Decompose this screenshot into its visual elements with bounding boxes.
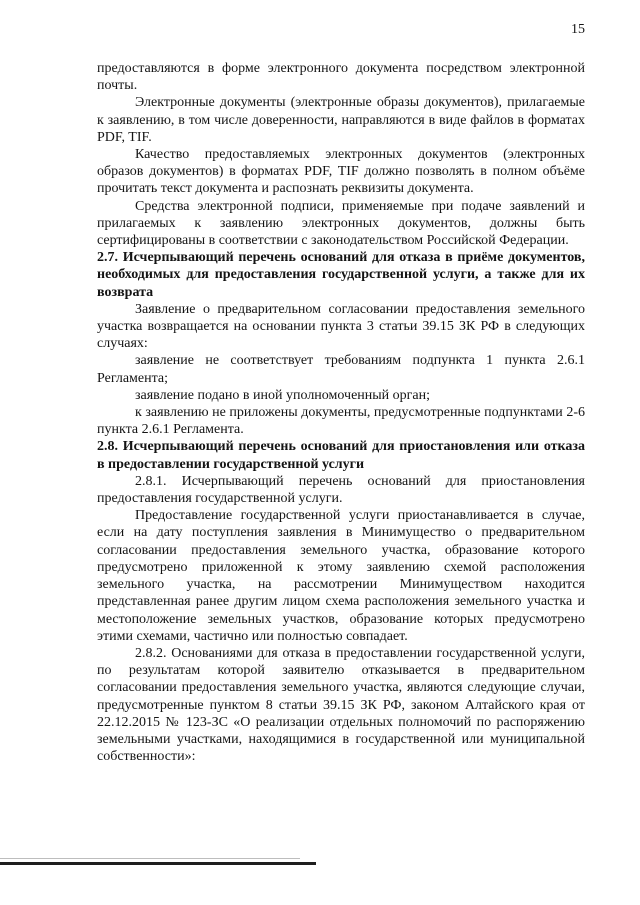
section-heading-2-7: 2.7. Исчерпывающий перечень оснований для отказа в приёме документов, необходимых для предоставления государственной услуги, а также для их возврата — [97, 250, 585, 300]
document-body — [97, 60, 585, 765]
scan-edge-line — [0, 858, 300, 859]
paragraph-continuation: предоставляются в форме электронного документа посредством электронной почты. — [97, 61, 585, 94]
paragraph-electronic-documents: Электронные документы (электронные образы документов), прилагаемые к заявлению, в том числе доверенности, направляются в виде файлов в форматах PDF, TIF. — [97, 95, 585, 145]
scan-bottom-rule — [0, 862, 316, 865]
section-heading-2-8: 2.8. Исчерпывающий перечень оснований для приостановления или отказа в предоставлении государственной услуги — [97, 439, 585, 472]
list-item-2-7-1: заявление не соответствует требованиям подпункта 1 пункта 2.6.1 Регламента; — [97, 353, 585, 386]
list-item-2-7-2: заявление подано в иной уполномоченный орган; — [135, 387, 431, 403]
paragraph-electronic-signature: Средства электронной подписи, применяемые при подаче заявлений и прилагаемых к заявлению электронных документов, должны быть сертифицированы в соответствии с законодательством Российской Федерации. — [97, 198, 585, 249]
paragraph-2-8-1: 2.8.1. Исчерпывающий перечень оснований для приостановления предоставления государственной услуги. — [97, 473, 585, 507]
page-number: 15 — [571, 22, 585, 37]
paragraph-2-8-2: 2.8.2. Основаниями для отказа в предоставлении государственной услуги, по результатам которой заявителю отказывается в предварительном согласовании предоставления земельного участка, являются следующие случаи, предусмотренные пунктом 8 статьи 39.15 ЗК РФ, законом Алтайского края от 22.12.2015 № 123-ЗС «О реализации отдельных полномочий по распоряжению земельными участками, находящимися в государственной или муниципальной собственности»: — [97, 645, 585, 765]
paragraph-2-7-intro: Заявление о предварительном согласовании предоставления земельного участка возвращается на основании пункта 3 статьи 39.15 ЗК РФ в следующих случаях: — [97, 301, 585, 352]
paragraph-suspension: Предоставление государственной услуги приостанавливается в случае, если на дату поступления заявления в Минимущество о предварительном согласовании предоставления земельного участка, образование которого предусмотрено приложенной к этому заявлению схемой расположения земельного участка, на рассмотрении Минимуществом находится представленная ранее другим лицом схема расположения земельного участка и местоположение земельных участков, образование которых предусмотрено этими схемами, частично или полностью совпадает. — [97, 508, 585, 644]
list-item-2-7-3: к заявлению не приложены документы, предусмотренные подпунктами 2-6 пункта 2.6.1 Регламента. — [97, 405, 585, 438]
paragraph-document-quality: Качество предоставляемых электронных документов (электронных образов документов) в форматах PDF, TIF должно позволять в полном объёме прочитать текст документа и распознать реквизиты документа. — [97, 147, 585, 197]
